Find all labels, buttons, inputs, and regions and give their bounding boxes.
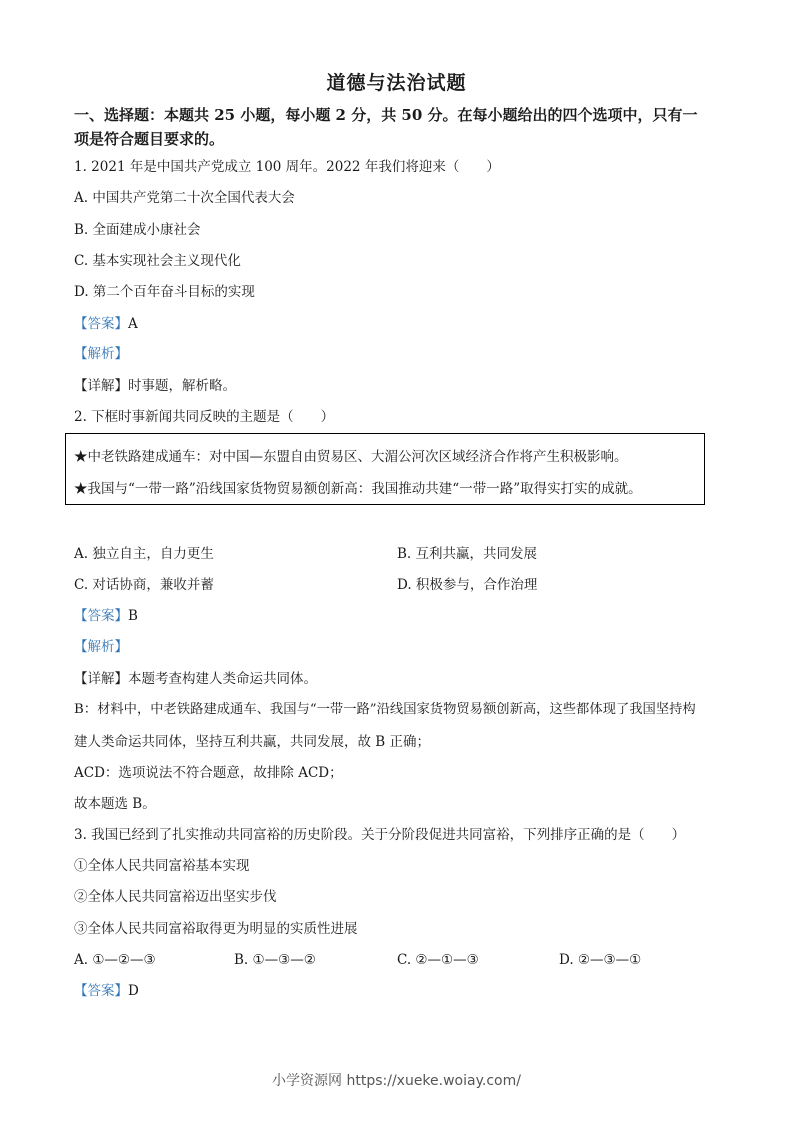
news-item-2: ★我国与“一带一路”沿线国家货物贸易额创新高：我国推动共建“一带一路”取得实打实的成就。: [74, 481, 642, 497]
question-2-detail-2: B：材料中，中老铁路建成通车、我国与“一带一路”沿线国家货物贸易额创新高，这些都体现了我国坚持构: [74, 702, 696, 717]
question-3-item-3: ③全体人民共同富裕取得更为明显的实质性进展: [74, 921, 358, 937]
question-1-option-c: C. 基本实现社会主义现代化: [74, 253, 241, 269]
question-3-option-d: D. ②—③—①: [559, 952, 642, 968]
question-1-option-b: B. 全面建成小康社会: [74, 222, 201, 238]
news-item-1: ★中老铁路建成通车：对中国—东盟自由贸易区、大湄公河次区域经济合作将产生积极影响。: [74, 449, 628, 465]
question-2-detail-5: 故本题选 B。: [74, 796, 156, 812]
section-heading-continued: 项是符合题目要求的。: [74, 130, 225, 148]
question-2-option-d: D. 积极参与，合作治理: [397, 577, 538, 593]
question-2-option-a: A. 独立自主，自力更生: [74, 546, 214, 562]
question-2-detail-4: ACD：选项说法不符合题意，故排除 ACD；: [74, 765, 343, 781]
question-1-analysis-tag: 【解析】: [74, 346, 128, 362]
question-3-item-2: ②全体人民共同富裕迈出坚实步伐: [74, 889, 277, 905]
answer-value: D: [128, 983, 139, 999]
section-heading: 一、选择题：本题共 25 小题，每小题 2 分，共 50 分。在每小题给出的四个选项中，只有一: [74, 106, 698, 124]
question-2-analysis-tag: 【解析】: [74, 639, 128, 655]
question-1-detail: 【详解】时事题，解析略。: [74, 378, 236, 394]
question-1-option-d: D. 第二个百年奋斗目标的实现: [74, 284, 255, 300]
page-title: 道德与法治试题: [326, 72, 467, 94]
question-2-option-c: C. 对话协商，兼收并蓄: [74, 577, 214, 593]
answer-tag: 【答案】: [74, 316, 128, 332]
footer-watermark: 小学资源网 https://xueke.woiay.com/: [272, 1073, 521, 1089]
question-3-option-b: B. ①—③—②: [234, 952, 316, 968]
question-2-option-b: B. 互利共赢，共同发展: [397, 546, 538, 562]
question-2-detail-3: 建人类命运共同体，坚持互利共赢，共同发展，故 B 正确；: [74, 734, 431, 750]
question-3-option-a: A. ①—②—③: [74, 952, 156, 968]
question-3-stem: 3. 我国已经到了扎实推动共同富裕的历史阶段。关于分阶段促进共同富裕，下列排序正确的是（ ）: [74, 827, 686, 843]
question-2-answer: [74, 607, 138, 625]
answer-tag: 【答案】: [74, 983, 128, 999]
question-2-detail-1: 【详解】本题考查构建人类命运共同体。: [74, 671, 317, 687]
news-box: [65, 433, 705, 505]
question-1-answer: [74, 315, 138, 333]
question-3-answer: [74, 982, 139, 1000]
answer-value: B: [128, 608, 138, 624]
question-2-stem: 2. 下框时事新闻共同反映的主题是（ ）: [74, 409, 335, 425]
question-3-item-1: ①全体人民共同富裕基本实现: [74, 858, 250, 874]
question-1-option-a: A. 中国共产党第二十次全国代表大会: [74, 190, 295, 206]
answer-tag: 【答案】: [74, 608, 128, 624]
question-1-stem: 1. 2021 年是中国共产党成立 100 周年。2022 年我们将迎来（ ）: [74, 159, 500, 175]
question-3-option-c: C. ②—①—③: [397, 952, 479, 968]
answer-value: A: [128, 316, 138, 332]
